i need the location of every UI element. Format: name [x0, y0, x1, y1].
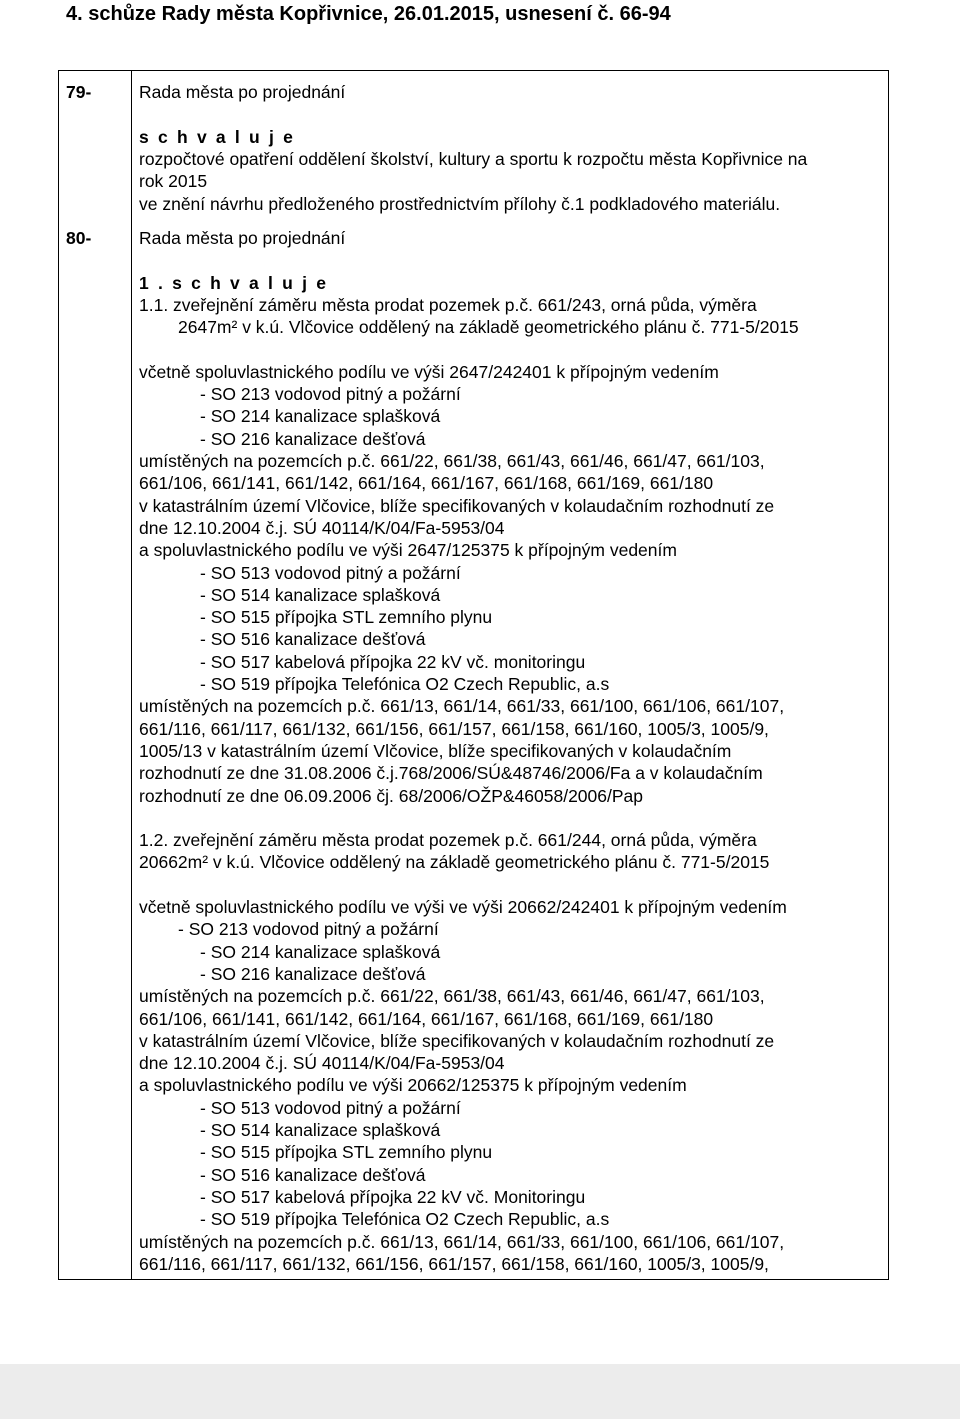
resolution-line: v katastrálním území Vlčovice, blíže specifikovaných v kolaudačním rozhodnutí ze — [139, 1030, 775, 1051]
column-divider — [131, 70, 132, 1280]
resolution-line: 1.1. zveřejnění záměru města prodat pozemek p.č. 661/243, orná půda, výměra — [139, 294, 757, 315]
resolution-line: - SO 519 přípojka Telefónica O2 Czech Republic, a.s — [200, 674, 610, 694]
resolution-line: - SO 517 kabelová přípojka 22 kV vč. monitoringu — [200, 651, 586, 672]
resolution-line: umístěných na pozemcích p.č. 661/13, 661/14, 661/33, 661/100, 661/106, 661/107, — [139, 1231, 785, 1252]
resolution-line: - SO 515 přípojka STL zemního plynu — [200, 607, 493, 628]
resolution-line: rozhodnutí ze dne 31.08.2006 č.j.768/2006/SÚ&48746/2006/Fa a v kolaudačním — [139, 763, 763, 784]
resolution-line: 2647m² v k.ú. Vlčovice oddělený na základě geometrického plánu č. 771-5/2015 — [178, 317, 799, 338]
resolution-line: včetně spoluvlastnického podílu ve výši 2647/242401 k přípojným vedením — [139, 361, 719, 382]
resolution-line: Rada města po projednání — [139, 228, 346, 248]
resolution-line: 1005/13 v katastrálním území Vlčovice, blíže specifikovaných v kolaudačním — [139, 740, 732, 761]
page-title: 4. schůze Rady města Kopřivnice, 26.01.2015, usnesení č. 66-94 — [66, 3, 671, 25]
resolution-number: 79- — [66, 82, 92, 102]
resolution-line: včetně spoluvlastnického podílu ve výši ve výši 20662/242401 k přípojným vedením — [139, 897, 787, 917]
resolution-line: Rada města po projednání — [139, 82, 346, 102]
resolution-line: - SO 216 kanalizace dešťová — [200, 963, 426, 984]
resolution-line: - SO 514 kanalizace splašková — [200, 584, 441, 605]
resolution-line: 661/106, 661/141, 661/142, 661/164, 661/167, 661/168, 661/169, 661/180 — [139, 473, 714, 494]
page-footer-band — [0, 1364, 960, 1419]
resolution-line: umístěných na pozemcích p.č. 661/22, 661/38, 661/43, 661/46, 661/47, 661/103, — [139, 986, 765, 1007]
resolution-line: 661/116, 661/117, 661/132, 661/156, 661/157, 661/158, 661/160, 1005/3, 1005/9, — [139, 718, 769, 739]
resolution-line: umístěných na pozemcích p.č. 661/13, 661/14, 661/33, 661/100, 661/106, 661/107, — [139, 696, 785, 717]
resolution-line: 20662m² v k.ú. Vlčovice oddělený na základě geometrického plánu č. 771-5/2015 — [139, 852, 770, 873]
resolution-line: - SO 516 kanalizace dešťová — [200, 629, 426, 650]
resolution-line: rok 2015 — [139, 171, 208, 192]
resolution-line: 661/116, 661/117, 661/132, 661/156, 661/157, 661/158, 661/160, 1005/3, 1005/9, — [139, 1253, 769, 1274]
resolution-line: dne 12.10.2004 č.j. SÚ 40114/K/04/Fa-5953/04 — [139, 1053, 505, 1074]
resolution-line: - SO 516 kanalizace dešťová — [200, 1164, 426, 1185]
resolution-line: dne 12.10.2004 č.j. SÚ 40114/K/04/Fa-5953/04 — [139, 517, 505, 538]
resolution-line: - SO 214 kanalizace splašková — [200, 406, 441, 427]
resolution-line: ve znění návrhu předloženého prostřednictvím přílohy č.1 podkladového materiálu. — [139, 193, 781, 214]
resolution-number: 80- — [66, 228, 92, 248]
resolution-line: - SO 517 kabelová přípojka 22 kV vč. Monitoringu — [200, 1186, 586, 1207]
resolution-line: a spoluvlastnického podílu ve výši 20662/125375 k přípojným vedením — [139, 1075, 687, 1096]
resolution-line: - SO 519 přípojka Telefónica O2 Czech Republic, a.s — [200, 1209, 610, 1230]
resolution-line: v katastrálním území Vlčovice, blíže specifikovaných v kolaudačním rozhodnutí ze — [139, 495, 775, 516]
resolution-line: 1 . s c h v a l u j e — [139, 272, 329, 293]
resolution-line: - SO 513 vodovod pitný a požární — [200, 1097, 461, 1118]
resolution-line: 661/106, 661/141, 661/142, 661/164, 661/167, 661/168, 661/169, 661/180 — [139, 1008, 714, 1029]
resolution-line: rozhodnutí ze dne 06.09.2006 čj. 68/2006/OŽP&46058/2006/Pap — [139, 785, 643, 806]
resolution-line: - SO 213 vodovod pitný a požární — [200, 384, 461, 405]
resolution-line: umístěných na pozemcích p.č. 661/22, 661/38, 661/43, 661/46, 661/47, 661/103, — [139, 451, 765, 471]
resolution-line: - SO 213 vodovod pitný a požární — [178, 919, 439, 940]
resolution-line: - SO 214 kanalizace splašková — [200, 941, 441, 962]
resolution-line: 1.2. zveřejnění záměru města prodat pozemek p.č. 661/244, orná půda, výměra — [139, 830, 757, 851]
resolution-line: rozpočtové opatření oddělení školství, kultury a sportu k rozpočtu města Kopřivnice na — [139, 148, 808, 169]
resolution-line: - SO 515 přípojka STL zemního plynu — [200, 1142, 493, 1163]
resolution-line: s c h v a l u j e — [139, 126, 296, 147]
resolution-line: - SO 513 vodovod pitný a požární — [200, 562, 461, 583]
resolution-line: - SO 514 kanalizace splašková — [200, 1120, 441, 1140]
resolution-line: - SO 216 kanalizace dešťová — [200, 428, 426, 449]
resolution-line: a spoluvlastnického podílu ve výši 2647/125375 k přípojným vedením — [139, 540, 677, 561]
